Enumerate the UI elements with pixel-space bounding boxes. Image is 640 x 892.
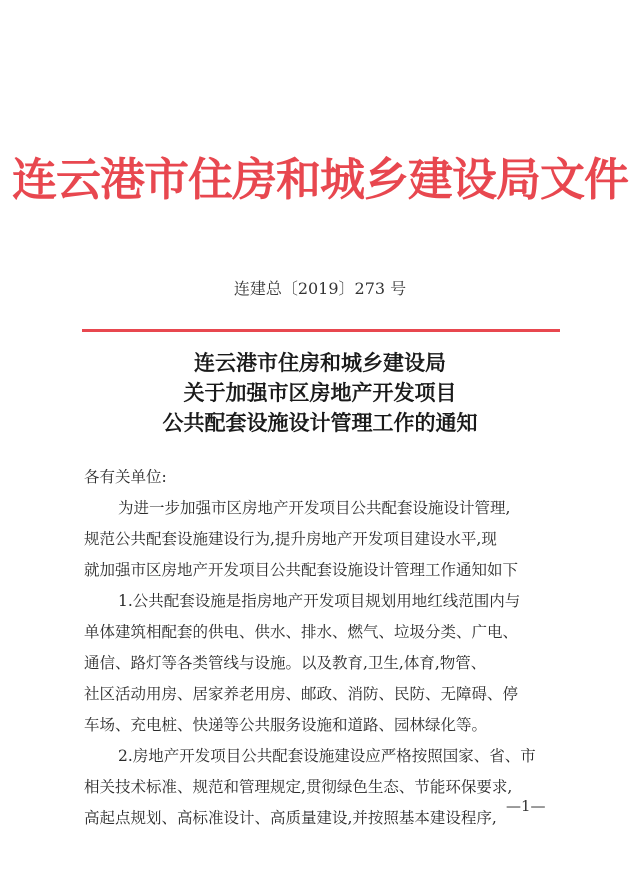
body-line: 2.房地产开发项目公共配套设施建设应严格按照国家、省、市 bbox=[118, 747, 536, 765]
notice-title bbox=[0, 348, 640, 438]
body-line: 高起点规划、高标准设计、高质量建设,并按照基本建设程序, bbox=[84, 809, 497, 827]
notice-title-line: 公共配套设施设计管理工作的通知 bbox=[162, 410, 478, 435]
document-header-title: 连云港市住房和城乡建设局文件 bbox=[11, 153, 628, 206]
document-body bbox=[84, 462, 580, 834]
body-line: 为进一步加强市区房地产开发项目公共配套设施设计管理, bbox=[118, 499, 511, 517]
body-line: 车场、充电桩、快递等公共服务设施和道路、园林绿化等。 bbox=[84, 716, 488, 734]
body-line: 1.公共配套设施是指房地产开发项目规划用地红线范围内与 bbox=[118, 592, 521, 610]
body-line: 单体建筑相配套的供电、供水、排水、燃气、垃圾分类、广电、 bbox=[84, 623, 519, 641]
document-number: 连建总〔2019〕273 号 bbox=[233, 279, 407, 298]
page-number: —1— bbox=[506, 797, 546, 815]
red-divider-line bbox=[82, 329, 560, 332]
body-line: 社区活动用房、居家养老用房、邮政、消防、民防、无障碍、停 bbox=[84, 685, 519, 703]
body-line: 相关技术标准、规范和管理规定,贯彻绿色生态、节能环保要求, bbox=[84, 778, 513, 796]
body-line: 规范公共配套设施建设行为,提升房地产开发项目建设水平,现 bbox=[84, 530, 497, 548]
body-line: 通信、路灯等各类管线与设施。以及教育,卫生,体育,物管、 bbox=[84, 654, 487, 672]
notice-title-line: 关于加强市区房地产开发项目 bbox=[183, 380, 457, 405]
salutation: 各有关单位: bbox=[84, 468, 167, 486]
notice-title-line: 连云港市住房和城乡建设局 bbox=[194, 350, 446, 375]
body-line: 就加强市区房地产开发项目公共配套设施设计管理工作通知如下 bbox=[84, 561, 519, 579]
